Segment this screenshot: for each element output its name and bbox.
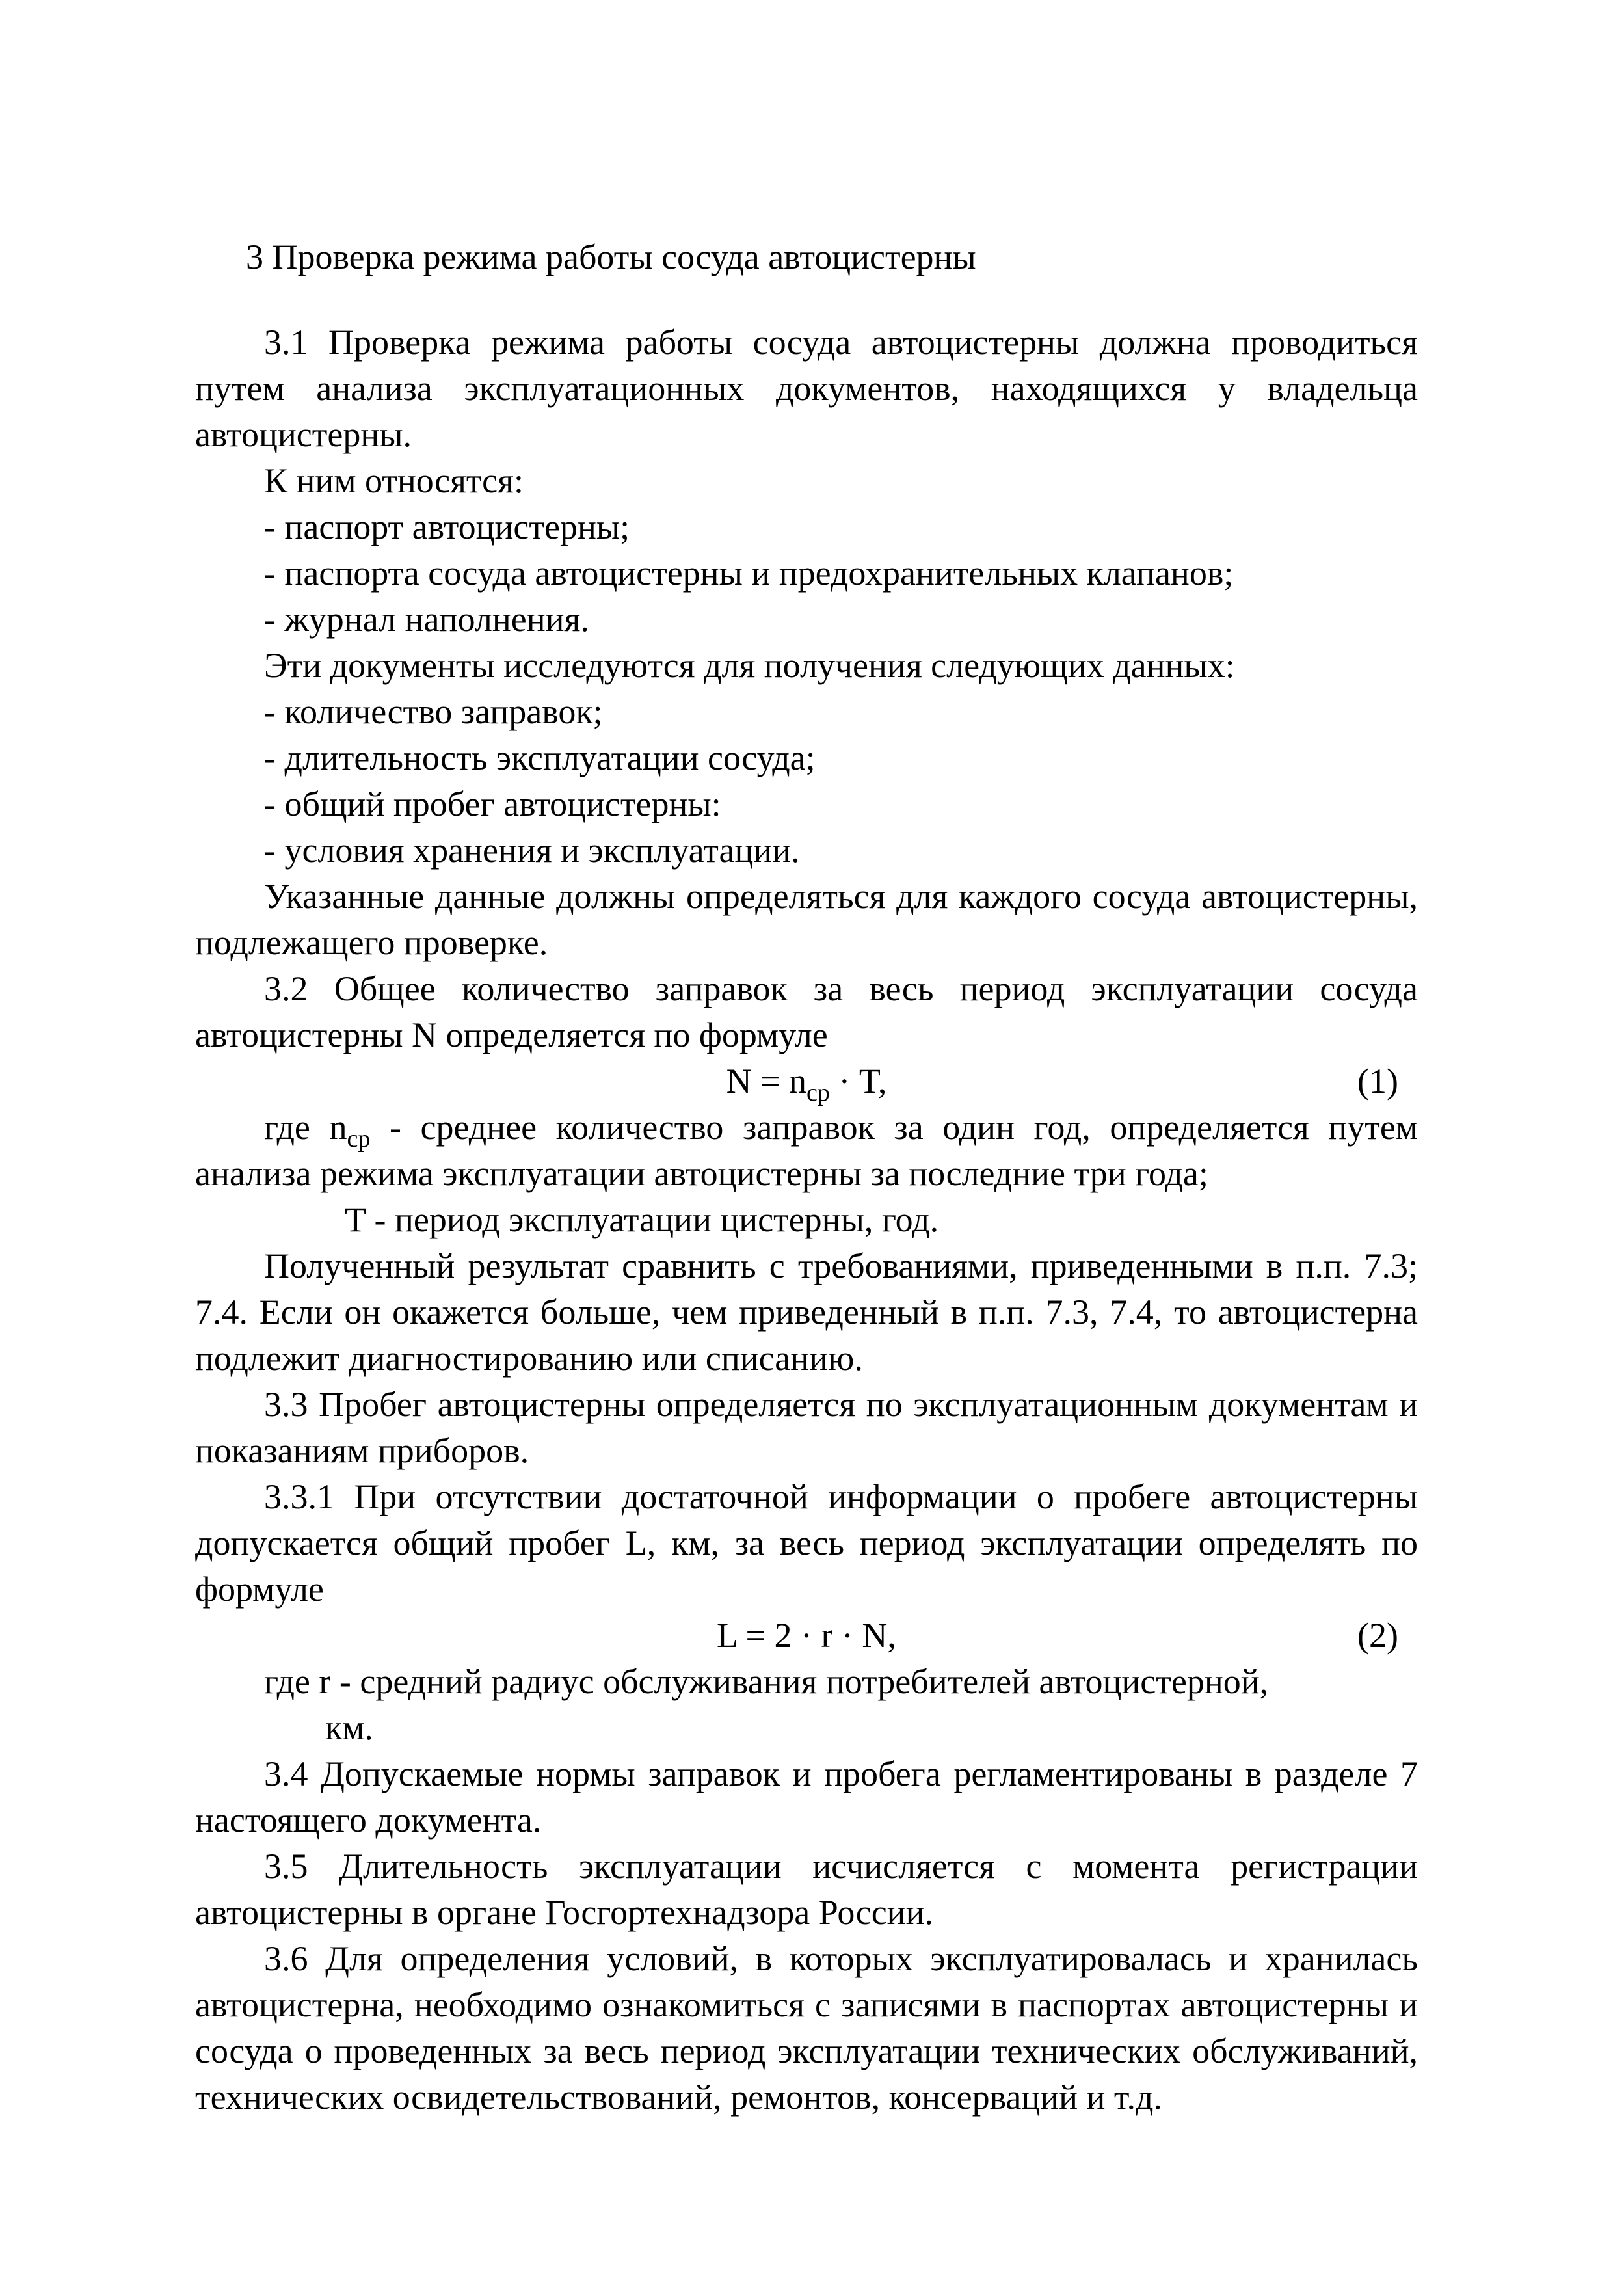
formula-1-subscript: ср: [806, 1078, 830, 1106]
docs-list-item: - паспорта сосуда автоцистерны и предохранительных клапанов;: [264, 554, 1234, 593]
paragraph-3-3: 3.3 Пробег автоцистерны определяется по эксплуатационным документам и показаниям приборов.: [195, 1385, 1418, 1470]
formula-1-number: (1): [1357, 1062, 1398, 1101]
where-1-definition-t: T - период эксплуатации цистерны, год.: [345, 1200, 939, 1239]
where-1-prefix: где n: [264, 1108, 347, 1147]
formula-1-rhs: · T,: [829, 1062, 887, 1101]
paragraph-3-5: 3.5 Длительность эксплуатации исчисляется с момента регистрации автоцистерны в органе Госгортехнадзора России.: [195, 1847, 1418, 1932]
formula-2-number: (2): [1357, 1616, 1398, 1655]
document-body: [195, 234, 1418, 2121]
docs-list-item: - паспорт автоцистерны;: [264, 507, 630, 546]
data-list-item: - общий пробег автоцистерны:: [264, 784, 721, 823]
formula-2-expression: L = 2 · r · N,: [717, 1616, 896, 1655]
where-2-definition-r: где r - средний радиус обслуживания потребителей автоцистерной,: [264, 1662, 1269, 1701]
where-1-text: - среднее количество заправок за один год, определяется путем анализа режима эксплуатации автоцистерны за последние три года;: [195, 1108, 1418, 1193]
docs-intro: К ним относятся:: [264, 461, 524, 500]
data-list-item: - длительность эксплуатации сосуда;: [264, 738, 816, 777]
formula-1-expression: [726, 1058, 887, 1104]
where-2-unit: км.: [325, 1708, 373, 1747]
section-heading: 3 Проверка режима работы сосуда автоцистерны: [246, 237, 976, 276]
data-list-item: - условия хранения и эксплуатации.: [264, 831, 800, 870]
data-list-item: - количество заправок;: [264, 692, 603, 731]
where-1-subscript: ср: [347, 1125, 371, 1153]
paragraph-3-4: 3.4 Допускаемые нормы заправок и пробега регламентированы в разделе 7 настоящего документа.: [195, 1754, 1418, 1840]
result-paragraph: Полученный результат сравнить с требованиями, приведенными в п.п. 7.3; 7.4. Если он окажется больше, чем приведенный в п.п. 7.3, 7.4, то автоцистерна подлежит диагностированию или списанию.: [195, 1246, 1418, 1378]
paragraph-3-2: 3.2 Общее количество заправок за весь период эксплуатации сосуда автоцистерны N определяется по формуле: [195, 969, 1418, 1054]
data-note: Указанные данные должны определяться для каждого сосуда автоцистерны, подлежащего проверке.: [195, 877, 1418, 962]
paragraph-3-1: 3.1 Проверка режима работы сосуда автоцистерны должна проводиться путем анализа эксплуатационных документов, находящихся у владельца автоцистерны.: [195, 323, 1418, 454]
docs-list-item: - журнал наполнения.: [264, 600, 589, 639]
paragraph-3-6: 3.6 Для определения условий, в которых эксплуатировалась и хранилась автоцистерна, необходимо ознакомиться с записями в паспортах автоцистерны и сосуда о проведенных за весь период эксплуатации технических обслуживаний, технических освидетельствований, ремонтов, консерваций и т.д.: [195, 1939, 1418, 2117]
formula-2: [195, 1613, 1418, 1659]
where-1-definition-n: [195, 1104, 1418, 1197]
formula-1: [195, 1058, 1418, 1104]
data-intro: Эти документы исследуются для получения следующих данных:: [264, 646, 1235, 685]
paragraph-3-3-1: 3.3.1 При отсутствии достаточной информации о пробеге автоцистерны допускается общий пробег L, км, за весь период эксплуатации определять по формуле: [195, 1477, 1418, 1609]
formula-1-lhs: N = n: [726, 1062, 807, 1101]
